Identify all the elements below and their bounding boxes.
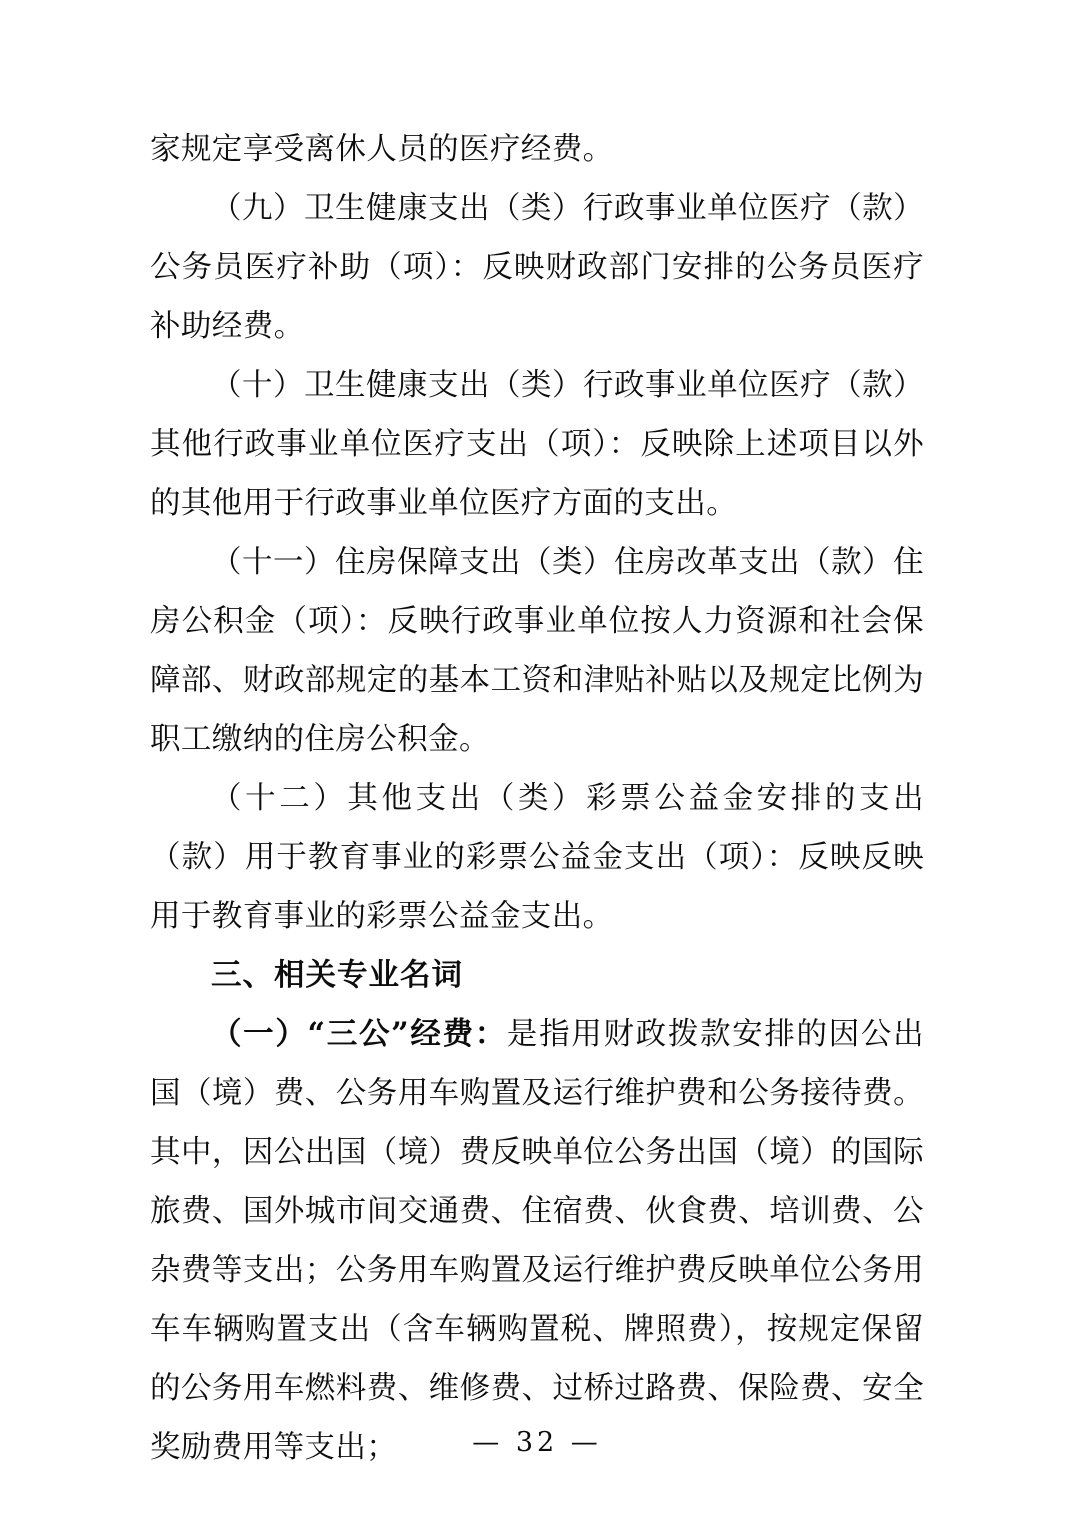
paragraph-item-10: （十）卫生健康支出（类）行政事业单位医疗（款）其他行政事业单位医疗支出（项）：反映除上述项目以外的其他用于行政事业单位医疗方面的支出。 [150,368,924,521]
paragraph-continuation: 家规定享受离休人员的医疗经费。 [150,132,614,167]
page-number-footer: — 32 — [472,1427,602,1458]
section-heading: 三、相关专业名词 [211,957,463,993]
paragraph-term-1 [150,1005,924,1477]
term-label: （一）“三公”经费： [211,1016,507,1052]
paragraph-item-9: （九）卫生健康支出（类）行政事业单位医疗（款）公务员医疗补助（项）：反映财政部门安排的公务员医疗补助经费。 [150,191,924,344]
paragraph-item-12: （十二）其他支出（类）彩票公益金安排的支出（款）用于教育事业的彩票公益金支出（项）：反映反映用于教育事业的彩票公益金支出。 [150,781,924,934]
term-description: 是指用财政拨款安排的因公出国（境）费、公务用车购置及运行维护费和公务接待费。其中，因公出国（境）费反映单位公务出国（境）的国际旅费、国外城市间交通费、住宿费、伙食费、培训费、公杂费等支出；公务用车购置及运行维护费反映单位公务用车车辆购置支出（含车辆购置税、牌照费），按规定保留的公务用车燃料费、维修费、过桥过路费、保险费、安全奖励费用等支出； [150,1017,924,1465]
document-body [150,120,924,1477]
paragraph-item-11: （十一）住房保障支出（类）住房改革支出（款）住房公积金（项）：反映行政事业单位按人力资源和社会保障部、财政部规定的基本工资和津贴补贴以及规定比例为职工缴纳的住房公积金。 [150,545,924,757]
